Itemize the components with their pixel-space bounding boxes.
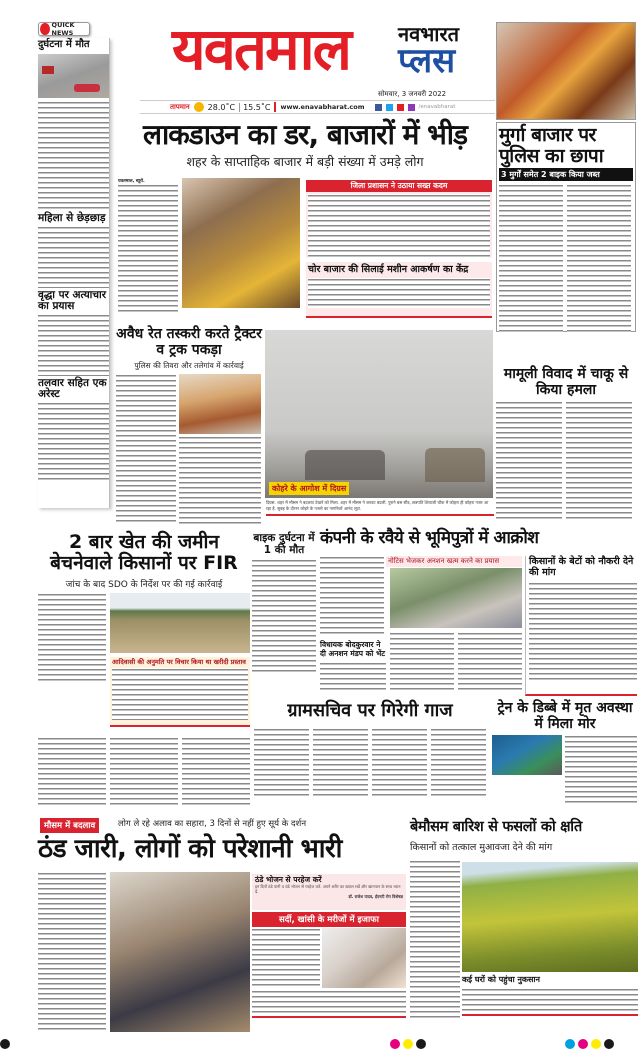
quick-news-headline-3: वृद्धा पर अत्याचार का प्रयास xyxy=(38,288,107,312)
rain-headline: बेमौसम बारिश से फसलों को क्षति xyxy=(410,819,582,835)
registration-marks-mid xyxy=(390,1034,429,1053)
quick-news-body-3 xyxy=(38,314,109,376)
lead-subhead: शहर के साप्ताहिक बाजार में बड़ी संख्या में उमड़े लोग xyxy=(186,154,424,169)
company-body-col-1 xyxy=(320,556,384,636)
clock-icon xyxy=(40,23,50,35)
company-body-col-4 xyxy=(458,632,522,692)
twitter-icon[interactable] xyxy=(386,104,393,111)
company-photo-label: नोटिस भेजकर अनशन खत्म करने का प्रयास xyxy=(386,556,522,567)
website-link[interactable]: www.enavabharat.com xyxy=(280,103,365,111)
people-photo xyxy=(110,872,250,1032)
cold-headline: ठंड जारी, लोगों को परेशानी भारी xyxy=(38,834,342,864)
cold-box-body-2 xyxy=(252,990,406,1018)
rooster-photo xyxy=(496,22,636,120)
cold-tip-box: ठंडे भोजन से परहेज करें इन दिनों ठंडे पानी व ठंडे भोजन से परहेज करें. अपने शरीर का ख्याल रखें और खानपान के साथ ध्यान दें. डॉ. राजेश यादव, ईएनटी रोग विशेषज्ञ xyxy=(252,874,406,910)
knife-story: मामूली विवाद में चाकू से किया हमला xyxy=(496,366,636,526)
cold-body-col-1 xyxy=(38,872,106,1032)
market-photo xyxy=(182,178,300,308)
company-headline: कंपनी के रवैये से भूमिपुत्रों में आक्रोश xyxy=(320,528,539,548)
knife-body-col-1 xyxy=(496,401,562,521)
murga-body-col-1 xyxy=(499,184,563,334)
cold-box-title: सर्दी, खांसी के मरीजों में इजाफा xyxy=(252,912,406,927)
rain-caption-body xyxy=(462,988,638,1016)
instagram-icon[interactable] xyxy=(408,104,415,111)
fir-story: 2 बार खेत की जमीन बेचनेवाले किसानों पर FIR जांच के बाद SDO के निर्देश पर की गई कार्रवाई आदिवासी की अनुमति पर विचार किया था खरीदी प्रस्ताव xyxy=(38,532,250,814)
murga-body-col-2 xyxy=(567,184,631,334)
quick-news-headline-2: महिला से छेड़छाड़ xyxy=(38,211,106,224)
quick-news-column xyxy=(38,38,110,508)
sand-body-col-1 xyxy=(116,374,176,524)
sand-story: अवैध रेत तस्करी करते ट्रैक्टर व ट्रक पकड़ा पुलिस की तिवरा और तलेगांव में कार्रवाई xyxy=(116,326,262,522)
gramsachiv-body xyxy=(254,728,486,798)
truck-photo xyxy=(179,374,261,434)
company-body-col-2 xyxy=(320,662,386,692)
masthead-title: यवतमाल xyxy=(172,15,350,83)
company-body-col-3 xyxy=(390,632,454,692)
registration-marks-left xyxy=(0,1034,13,1053)
mla-subhead: विधायक बोदकुरवार ने दी अनशन मंडप को भेंट xyxy=(320,640,386,658)
quick-news-body-1 xyxy=(38,101,109,211)
fir-body-col-1 xyxy=(38,593,106,683)
knife-body-col-2 xyxy=(566,401,632,521)
thermometer-icon xyxy=(194,102,204,112)
fir-info-box: आदिवासी की अनुमति पर विचार किया था खरीदी प्रस्ताव xyxy=(110,657,250,727)
cold-tag: मौसम में बदलाव xyxy=(40,818,99,833)
crop-photo xyxy=(462,862,638,972)
issue-date: सोमवार, 3 जनवरी 2022 xyxy=(378,90,447,98)
rain-body-col-1 xyxy=(410,860,460,1018)
chor-bazar-box: चोर बाजार की सिलाई मशीन आकर्षण का केंद्र xyxy=(306,262,492,318)
farm-photo xyxy=(110,593,250,653)
bike-story: बाइक दुर्घटना में 1 की मौत xyxy=(252,532,316,682)
train-story: ट्रेन के डिब्बे में मृत अवस्था में मिला मोर xyxy=(492,700,638,810)
lead-body: यवतमाल, ब्यूरो. xyxy=(118,178,178,313)
quick-news-badge: QUICK NEWS xyxy=(38,22,90,36)
quick-news-headline-1: दुर्घटना में मौत xyxy=(38,39,90,50)
registration-marks-right xyxy=(565,1034,617,1053)
cold-kicker: लोग ले रहे अलाव का सहारा, 3 दिनों से नहीं हुए सूर्य के दर्शन xyxy=(118,819,307,829)
weather-strip: तापमान 28.0˚C 15.5˚C www.enavabharat.com /enavabharat xyxy=(140,100,495,114)
murga-story: मुर्गा बाजार पर पुलिस का छापा 3 मुर्गों समेत 2 बाइक किया जब्त xyxy=(496,122,636,332)
quick-news-headline-4: तलवार सहित एक अरेस्ट xyxy=(38,376,107,400)
youtube-icon[interactable] xyxy=(397,104,404,111)
brand-bottom: प्लस xyxy=(398,41,456,81)
brand-top: नवभारत xyxy=(398,22,460,46)
admin-box: जिला प्रशासन ने उठाया सख्त कदम xyxy=(306,180,492,258)
fog-caption: दिग्रस. शहर में मौसम ने बदलाव देखने को मिला. शहर में मौसम ने करवट बदली. पुराने बस स्टैंड, छत्रपति शिवाजी चौक में कोहरा ही कोहरा नजर आ रहा है. सुबह के दौरान कोहरे के नजारे का नागरिकों आनंद लूटा. xyxy=(266,500,494,516)
quick-news-body-2 xyxy=(38,226,109,288)
thermometer-child-photo xyxy=(322,928,406,988)
facebook-icon[interactable] xyxy=(375,104,382,111)
crop-photo-caption: कई घरों को पहुंचा नुकसान xyxy=(462,975,540,984)
gramsachiv-headline: ग्रामसचिव पर गिरेगी गाज xyxy=(287,700,453,721)
accident-photo xyxy=(38,54,109,98)
quick-news-body-4 xyxy=(38,402,109,482)
rain-subhead: किसानों को तत्काल मुआवजा देने की मांग xyxy=(410,842,553,853)
cold-box-body xyxy=(252,928,320,988)
fog-photo xyxy=(265,330,493,498)
peacock-photo xyxy=(492,735,562,775)
protest-photo xyxy=(390,568,522,628)
fog-photo-label: कोहरे के आगोश में दिग्रस xyxy=(269,482,349,495)
lead-headline: लाकडाउन का डर, बाजारों में भीड़ xyxy=(142,118,468,151)
farmers-sons-box: किसानों के बेटों को नौकरी देने की मांग xyxy=(525,556,637,696)
